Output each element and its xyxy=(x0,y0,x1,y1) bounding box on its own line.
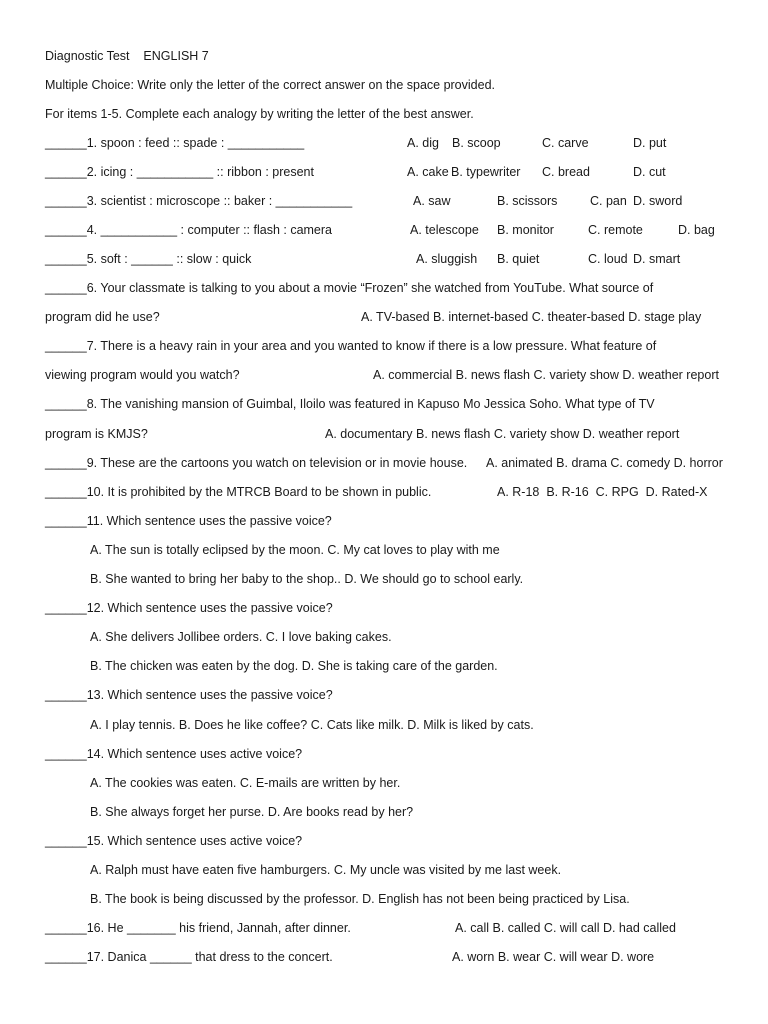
choice-b: B. quiet xyxy=(497,252,540,266)
choice-a: A. telescope xyxy=(410,223,479,237)
question-text: ______12. Which sentence uses the passive voice? xyxy=(45,601,333,615)
choice-c: C. carve xyxy=(542,136,589,150)
question-text-cont: program is KMJS? xyxy=(45,427,148,441)
question-text: ______4. ___________ : computer :: flash : camera xyxy=(45,223,332,237)
question-text: ______2. icing : ___________ :: ribbon : present xyxy=(45,165,314,179)
page-title: Diagnostic Test ENGLISH 7 xyxy=(45,49,209,63)
choice-c: C. bread xyxy=(542,165,590,179)
question-text: ______3. scientist : microscope :: baker : ___________ xyxy=(45,194,353,208)
choice-b: B. scoop xyxy=(452,136,501,150)
question-text: ______15. Which sentence uses active voice? xyxy=(45,834,303,848)
choices-row-2: B. She wanted to bring her baby to the shop.. D. We should go to school early. xyxy=(90,572,524,586)
question-text: ______8. The vanishing mansion of Guimbal, Iloilo was featured in Kapuso Mo Jessica Soho. What type of TV xyxy=(45,397,655,411)
choices-row-2: B. She always forget her purse. D. Are books read by her? xyxy=(90,805,414,819)
choices-row-1: A. She delivers Jollibee orders. C. I love baking cakes. xyxy=(90,630,392,644)
choice-a: A. cake xyxy=(407,165,449,179)
choices: A. worn B. wear C. will wear D. wore xyxy=(452,950,655,964)
choices: A. R-18 B. R-16 C. RPG D. Rated-X xyxy=(497,485,708,499)
question-text: ______17. Danica ______ that dress to the concert. xyxy=(45,950,333,964)
choices-row-2: B. The chicken was eaten by the dog. D. She is taking care of the garden. xyxy=(90,659,498,673)
question-text: ______14. Which sentence uses active voice? xyxy=(45,747,303,761)
choice-b: B. scissors xyxy=(497,194,558,208)
choices-row-1: A. Ralph must have eaten five hamburgers. C. My uncle was visited by me last week. xyxy=(90,863,562,877)
choice-a: A. dig xyxy=(407,136,439,150)
choice-c: C. loud xyxy=(588,252,628,266)
question-text: ______16. He _______ his friend, Jannah, after dinner. xyxy=(45,921,351,935)
choices: A. documentary B. news flash C. variety show D. weather report xyxy=(325,427,680,441)
choices: A. commercial B. news flash C. variety show D. weather report xyxy=(373,368,719,382)
question-text: ______13. Which sentence uses the passive voice? xyxy=(45,688,333,702)
choice-b: B. typewriter xyxy=(451,165,521,179)
choices-row-1: A. The sun is totally eclipsed by the moon. C. My cat loves to play with me xyxy=(90,543,500,557)
instructions: Multiple Choice: Write only the letter of the correct answer on the space provided. xyxy=(45,78,495,92)
choices: A. TV-based B. internet-based C. theater-based D. stage play xyxy=(361,310,702,324)
question-text: ______9. These are the cartoons you watch on television or in movie house. xyxy=(45,456,468,470)
choice-d: D. smart xyxy=(633,252,681,266)
choice-d: D. bag xyxy=(678,223,715,237)
question-text: ______6. Your classmate is talking to you about a movie “Frozen” she watched from YouTube. What source of xyxy=(45,281,654,295)
choice-a: A. saw xyxy=(413,194,451,208)
choice-d: D. cut xyxy=(633,165,666,179)
choice-d: D. sword xyxy=(633,194,683,208)
choice-d: D. put xyxy=(633,136,667,150)
analogy-instructions: For items 1-5. Complete each analogy by writing the letter of the best answer. xyxy=(45,107,474,121)
question-text: ______10. It is prohibited by the MTRCB Board to be shown in public. xyxy=(45,485,432,499)
question-text: ______1. spoon : feed :: spade : ___________ xyxy=(45,136,305,150)
choice-b: B. monitor xyxy=(497,223,554,237)
choices: A. call B. called C. will call D. had called xyxy=(455,921,676,935)
choices: A. animated B. drama C. comedy D. horror xyxy=(486,456,723,470)
choices-row-1: A. The cookies was eaten. C. E-mails are written by her. xyxy=(90,776,401,790)
choice-c: C. remote xyxy=(588,223,643,237)
choice-c: C. pan xyxy=(590,194,627,208)
question-text: ______5. soft : ______ :: slow : quick xyxy=(45,252,252,266)
question-text: ______7. There is a heavy rain in your area and you wanted to know if there is a low pressure. What feature of xyxy=(45,339,657,353)
question-text-cont: program did he use? xyxy=(45,310,160,324)
question-text-cont: viewing program would you watch? xyxy=(45,368,240,382)
question-text: ______11. Which sentence uses the passive voice? xyxy=(45,514,332,528)
choices-row-1: A. I play tennis. B. Does he like coffee? C. Cats like milk. D. Milk is liked by cats. xyxy=(90,718,534,732)
choice-a: A. sluggish xyxy=(416,252,478,266)
choices-row-2: B. The book is being discussed by the professor. D. English has not been being practiced by Lisa. xyxy=(90,892,630,906)
